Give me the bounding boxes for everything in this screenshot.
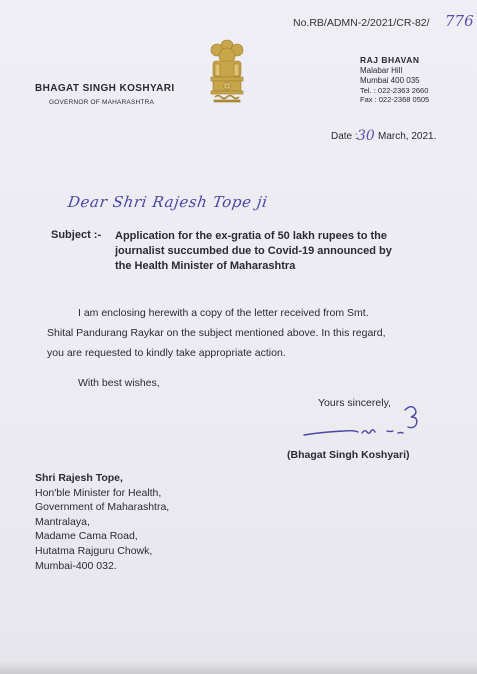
subject-text bbox=[115, 229, 435, 274]
recipient-address-line: Hon'ble Minister for Health, bbox=[35, 487, 162, 499]
address-line-2: Malabar Hill bbox=[360, 66, 403, 75]
recipient-address-line: Hutatma Rajguru Chowk, bbox=[35, 545, 153, 557]
body-line: you are requested to kindly take appropriate action. bbox=[47, 347, 286, 359]
sender-name: BHAGAT SINGH KOSHYARI bbox=[35, 83, 175, 94]
reference-handwritten-number: 776 bbox=[445, 12, 474, 30]
handwritten-signature bbox=[302, 398, 432, 448]
state-emblem-icon bbox=[205, 37, 249, 109]
subject-label: Subject :- bbox=[51, 229, 102, 241]
recipient-name: Shri Rajesh Tope, bbox=[35, 472, 123, 484]
subject-line: journalist succumbed due to Covid-19 announced by bbox=[115, 245, 392, 257]
recipient-address-line: Mumbai-400 032. bbox=[35, 560, 117, 572]
body-line: I am enclosing herewith a copy of the letter received from Smt. bbox=[78, 307, 369, 319]
body-line: Shital Pandurang Raykar on the subject mentioned above. In this regard, bbox=[47, 327, 386, 339]
address-telephone: Tel. : 022-2363 2660 bbox=[360, 86, 429, 95]
subject-line: Application for the ex-gratia of 50 lakh rupees to the bbox=[115, 230, 387, 242]
subject-line: the Health Minister of Maharashtra bbox=[115, 260, 296, 272]
recipient-address-line: Madame Cama Road, bbox=[35, 530, 138, 542]
sender-title: GOVERNOR OF MAHARASHTRA bbox=[49, 99, 154, 106]
address-line-1: RAJ BHAVAN bbox=[360, 55, 420, 65]
signatory-name: (Bhagat Singh Koshyari) bbox=[287, 449, 410, 461]
recipient-address-line: Government of Maharashtra, bbox=[35, 501, 170, 513]
handwritten-salutation: Dear Shri Rajesh Tope ji bbox=[66, 193, 269, 211]
date-month-year: March, 2021. bbox=[378, 131, 437, 142]
date-label: Date : bbox=[331, 131, 358, 142]
recipient-address-line: Mantralaya, bbox=[35, 516, 90, 528]
sign-off: Yours sincerely, bbox=[318, 397, 391, 409]
date-handwritten-day: 30 bbox=[357, 128, 375, 144]
address-line-3: Mumbai 400 035 bbox=[360, 76, 420, 85]
closing-wishes: With best wishes, bbox=[78, 377, 160, 389]
address-fax: Fax : 022-2368 0505 bbox=[360, 95, 430, 104]
reference-number: No.RB/ADMN-2/2021/CR-82/ bbox=[293, 17, 430, 29]
page-bottom-shadow bbox=[0, 660, 477, 674]
